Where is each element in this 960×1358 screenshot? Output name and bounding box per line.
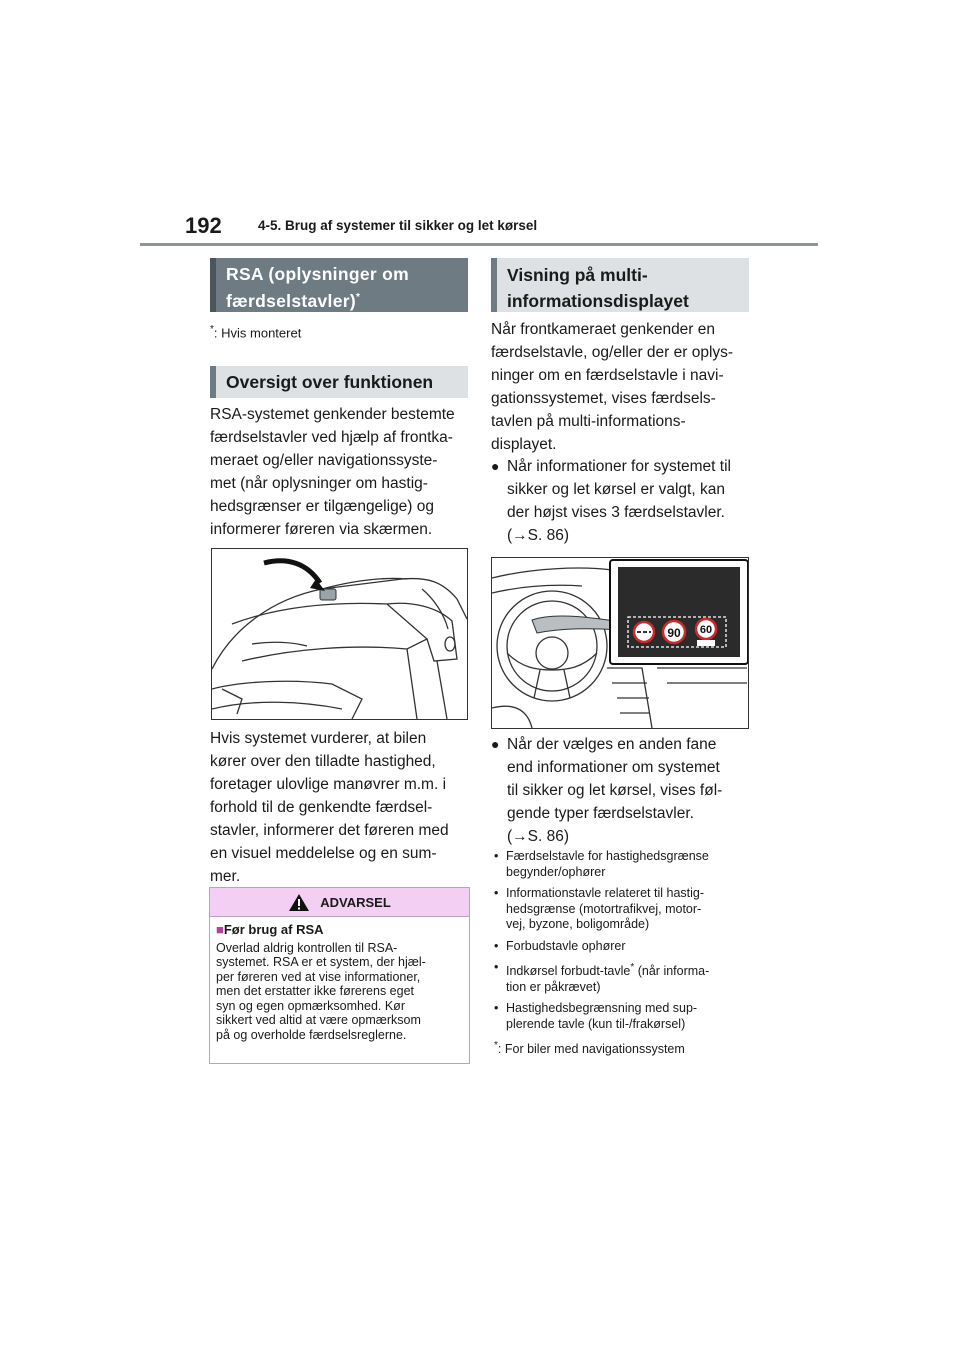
- list-item: [494, 939, 756, 955]
- text-line: begynder/ophører: [506, 864, 606, 879]
- warning-subtitle: [216, 923, 463, 938]
- text-line: til sikker og let kørsel, vises føl-: [507, 782, 723, 799]
- display-section-heading: [491, 258, 749, 312]
- small-bullet-icon: •: [494, 960, 499, 974]
- text-line: meraet og/eller navigationssyste-: [210, 452, 438, 469]
- text-line: gende typer færdselstavler.: [507, 805, 694, 822]
- text-line: kører over den tilladte hastighed,: [210, 753, 436, 770]
- warning-header: [210, 888, 469, 917]
- text-line: vej, byzone, boligområde): [506, 917, 650, 931]
- text-line: plerende tavle (kun til-/frakørsel): [506, 1016, 686, 1031]
- small-bullet-icon: •: [494, 886, 499, 900]
- small-bullet-icon: •: [494, 849, 499, 863]
- dashboard-drawing: [492, 558, 748, 728]
- warning-label: ADVARSEL: [320, 894, 391, 910]
- rsa-description: [210, 403, 470, 541]
- rsa-title-line2: færdselstavler): [226, 290, 356, 311]
- bullet-text: [507, 455, 731, 547]
- list-item: [494, 886, 756, 933]
- text-line: end informationer om systemet: [507, 759, 720, 776]
- display-description: [491, 318, 756, 456]
- bullet-text: [507, 733, 722, 848]
- sign-type-list: [494, 849, 756, 1058]
- dashboard-illustration: [491, 557, 749, 729]
- sign-90-label: 90: [667, 626, 681, 640]
- overview-heading: Oversigt over funktionen: [210, 366, 468, 398]
- text-part: (når informa-: [634, 964, 710, 979]
- page-reference: (→S. 86): [507, 828, 570, 845]
- text-line: hedsgrænse (motortrafikvej, motor-: [506, 901, 702, 916]
- small-bullet-icon: •: [494, 938, 499, 953]
- text-line: færdselstavle, og/eller der er oplys-: [491, 344, 734, 361]
- list-text: [506, 886, 704, 933]
- text-line: Når frontkameraet genkender en: [491, 321, 716, 338]
- chapter-title: 4-5. Brug af systemer til sikker og let kørsel: [258, 218, 538, 233]
- text-line: Informationstavle relateret til hastig-: [506, 886, 705, 900]
- navigation-footnote: [494, 1038, 756, 1058]
- text-line: hedsgrænser er tilgængelige) og: [210, 498, 435, 515]
- list-item: [494, 1001, 756, 1032]
- bullet-dot-icon: ●: [491, 736, 500, 752]
- rsa-title-line1: RSA (oplysninger om: [226, 264, 409, 284]
- text-line: stavler, informerer det føreren med: [210, 822, 449, 839]
- text-line: Hvis systemet vurderer, at bilen: [210, 730, 427, 747]
- text-line: på og overholde færdselsreglerne.: [216, 1027, 407, 1042]
- footnote-mark: *: [210, 324, 214, 335]
- text-line: færdselstavler ved hjælp af frontka-: [210, 429, 453, 446]
- warning-triangle-icon: [288, 893, 310, 912]
- text-line: systemet. RSA er et system, der hjæl-: [216, 955, 426, 969]
- sign-60-label: 60: [699, 624, 713, 636]
- small-bullet-icon: •: [494, 1001, 499, 1016]
- page-number: 192: [185, 213, 222, 238]
- square-bullet-icon: ■: [216, 922, 224, 937]
- rsa-title-mark: *: [355, 292, 361, 303]
- text-line: tavlen på multi-informations-: [491, 413, 686, 430]
- text-line: tion er påkrævet): [506, 979, 601, 994]
- bullet-row: [491, 733, 756, 848]
- page-reference: (→S. 86): [507, 527, 570, 544]
- warning-body: [210, 917, 469, 1048]
- bullet-other-tab: [491, 733, 756, 848]
- text-line: Færdselstavle for hastighedsgrænse: [506, 849, 709, 863]
- text-line: men det erstatter ikke førerens eget: [216, 984, 415, 998]
- bullet-max-signs: [491, 455, 756, 547]
- bullet-row: [491, 455, 756, 547]
- footnote-mark: *: [630, 962, 635, 973]
- car-drawing: [212, 549, 467, 719]
- text-line: ninger om en færdselstavle i navi-: [491, 367, 724, 384]
- text-line: Hastighedsbegrænsning med sup-: [506, 1001, 698, 1016]
- header-rule: [140, 243, 818, 246]
- text-line: displayet.: [491, 436, 557, 453]
- display-title-line1: Visning på multi-: [507, 265, 648, 285]
- text-line: RSA-systemet genkender bestemte: [210, 406, 455, 423]
- list-item: [494, 960, 756, 995]
- rsa-title-line2-wrap: [226, 286, 458, 313]
- text-line: per føreren ved at vise informationer,: [216, 969, 421, 984]
- list-text: [506, 960, 709, 995]
- rsa-section-heading: [210, 258, 468, 312]
- footnote-text: : For biler med navigationssystem: [497, 1042, 685, 1057]
- list-text: [506, 849, 709, 880]
- text-line: mer.: [210, 868, 241, 885]
- text-line: forhold til de genkendte færdsel-: [210, 799, 433, 816]
- footnote-monteret: [210, 324, 301, 340]
- text-line: Når der vælges en anden fane: [507, 736, 717, 753]
- text-line-with-mark: [506, 960, 709, 980]
- text-line: der højst vises 3 færdselstavler.: [507, 504, 725, 521]
- display-title-line2: informationsdisplayet: [507, 291, 689, 311]
- text-line: Når informationer for systemet til: [507, 458, 731, 475]
- text-line: sikkert ved altid at være opmærksom: [216, 1013, 421, 1027]
- list-text: [506, 939, 626, 955]
- text-line: syn og egen opmærksomhed. Kør: [216, 998, 405, 1013]
- text-line: met (når oplysninger om hastig-: [210, 475, 428, 492]
- text-part: Indkørsel forbudt-tavle: [506, 964, 631, 979]
- text-line: foretager ulovlige manøvrer m.m. i: [210, 776, 447, 793]
- warning-subtitle-text: Før brug af RSA: [223, 922, 324, 937]
- warning-box: [209, 887, 470, 1064]
- text-line: en visuel meddelelse og en sum-: [210, 845, 437, 862]
- bullet-dot-icon: ●: [491, 458, 500, 474]
- footnote-text: : Hvis monteret: [213, 325, 302, 341]
- text-line: informerer føreren via skærmen.: [210, 521, 433, 538]
- list-text: [506, 1001, 697, 1032]
- text-line: gationssystemet, vises færdsels-: [491, 390, 716, 407]
- footnote-mark: *: [494, 1040, 498, 1052]
- rsa-warning-description: [210, 727, 472, 888]
- text-line: sikker og let kørsel er valgt, kan: [507, 481, 725, 498]
- text-line: Overlad aldrig kontrollen til RSA-: [216, 940, 398, 955]
- car-windshield-illustration: [211, 548, 468, 720]
- list-item: [494, 849, 756, 880]
- text-line: Forbudstavle ophører: [506, 938, 626, 953]
